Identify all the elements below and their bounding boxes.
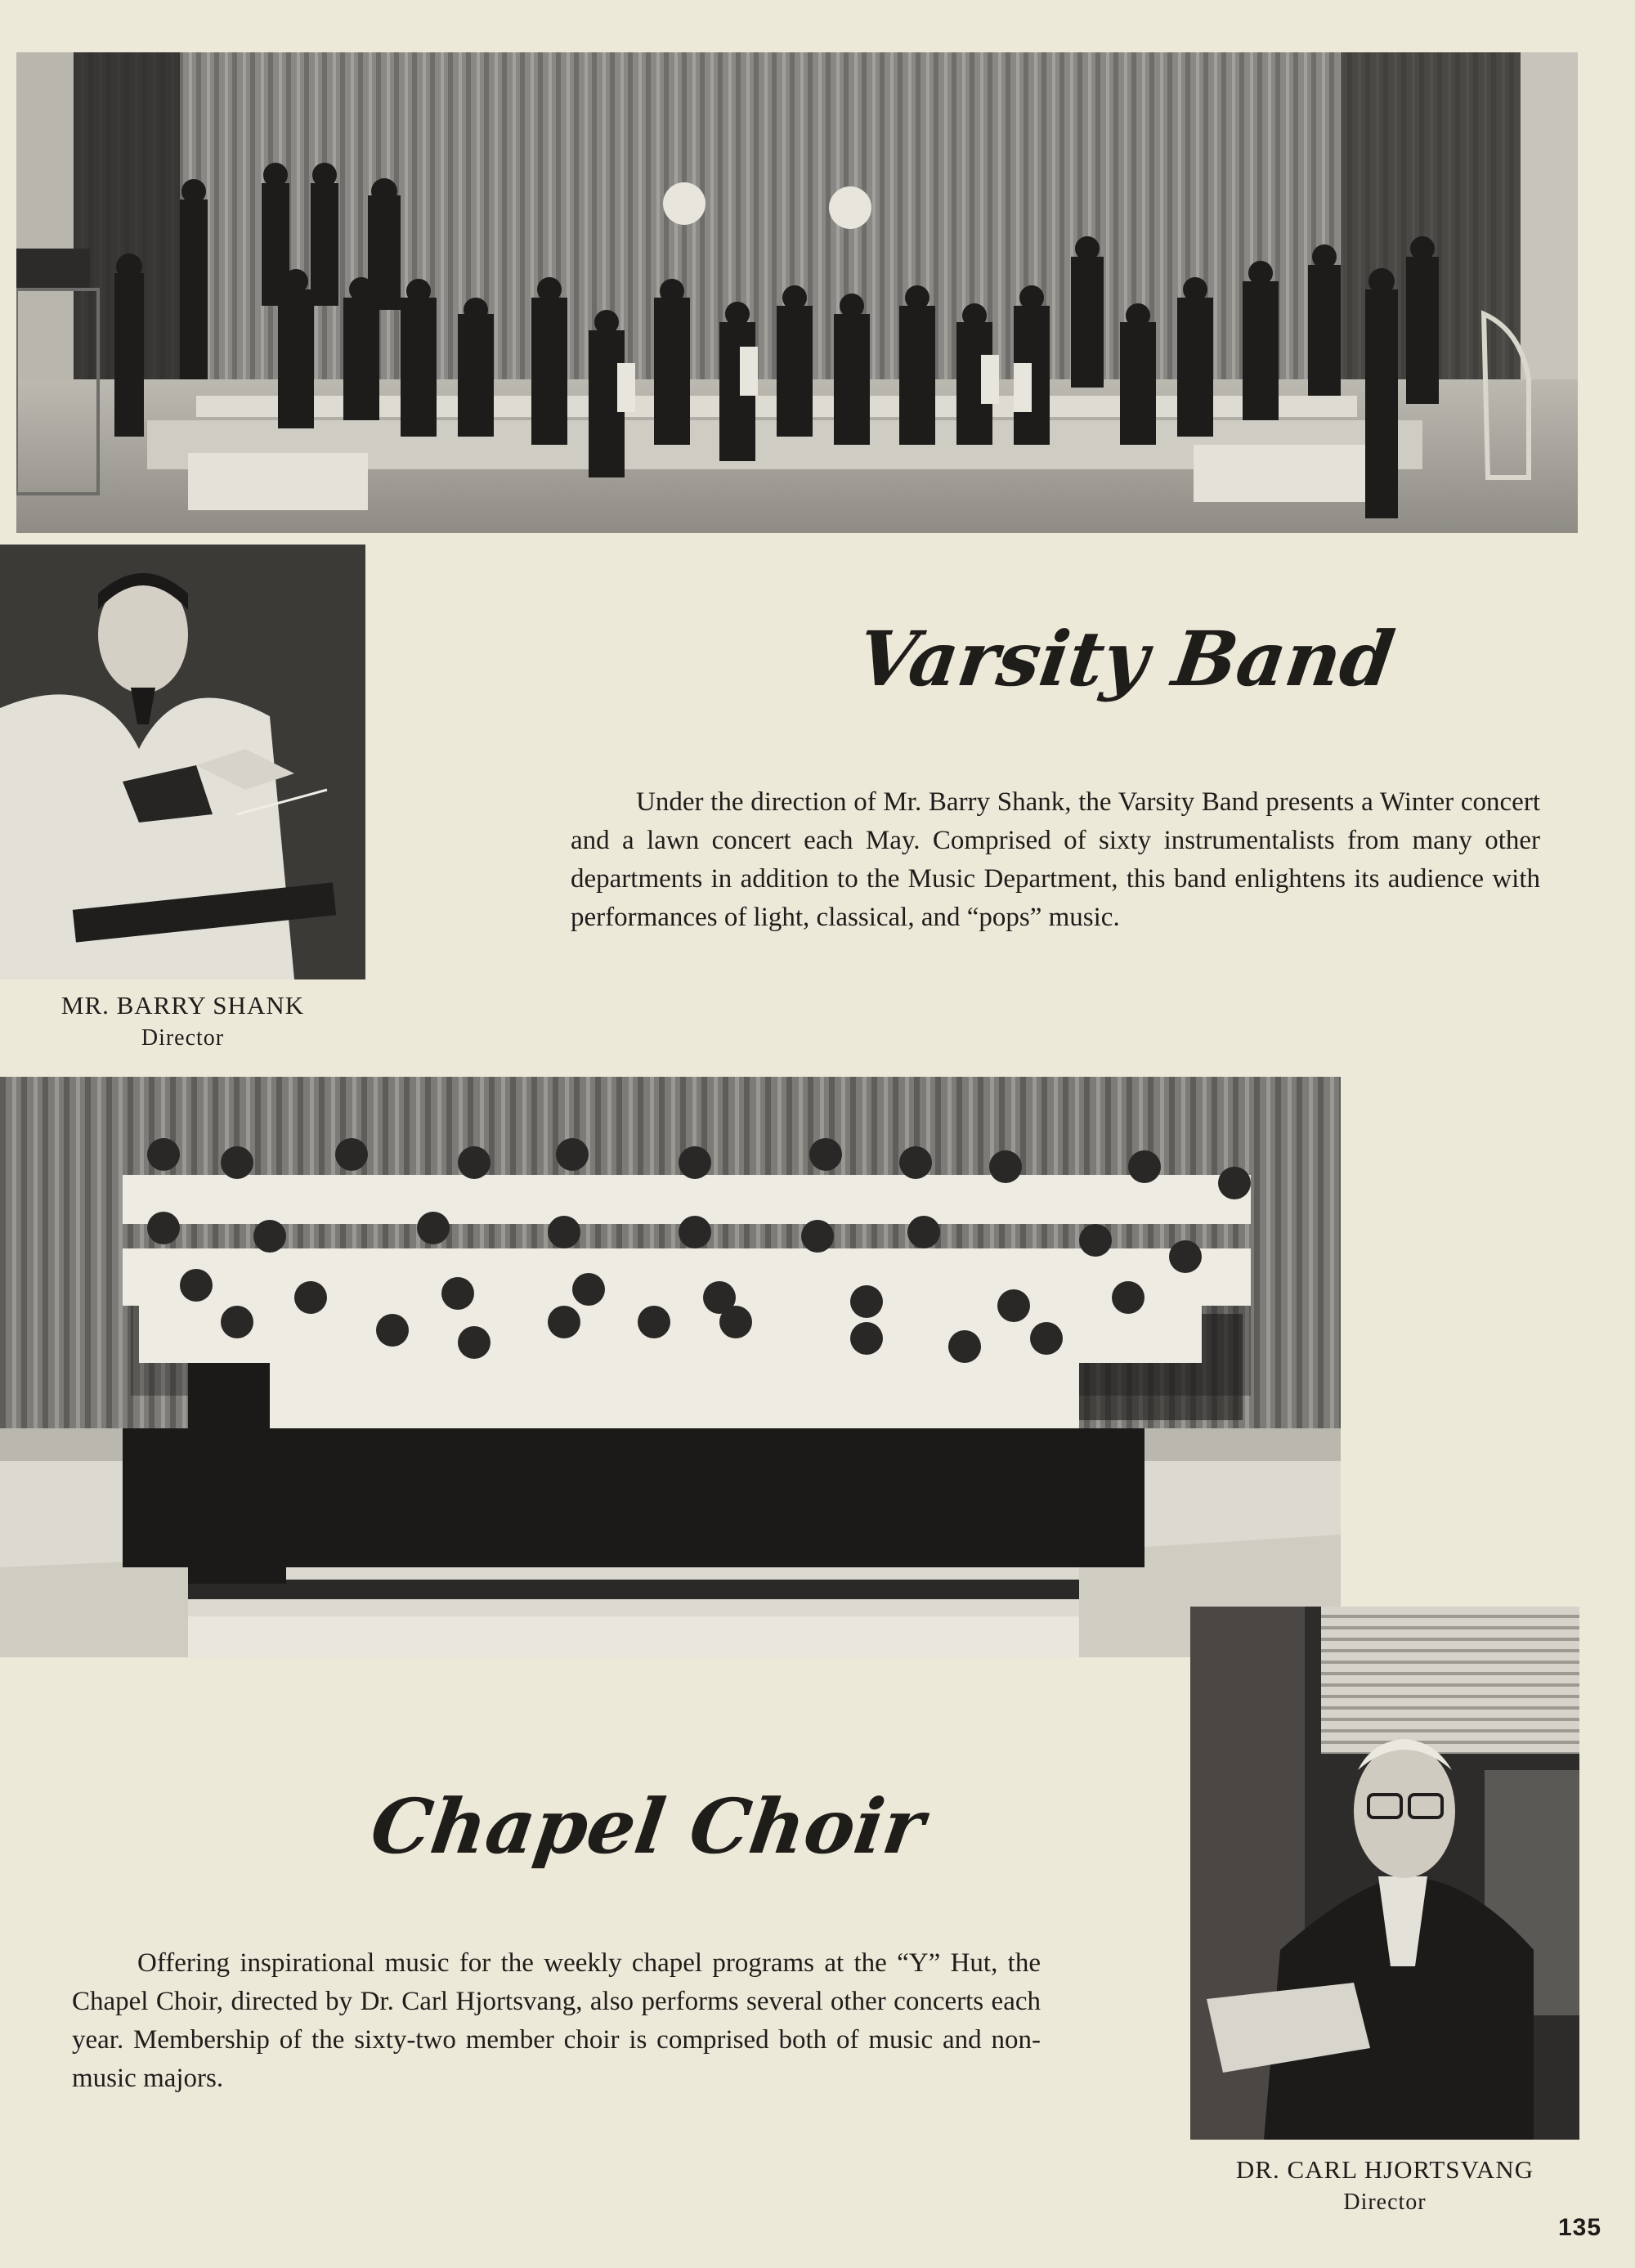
varsity-band-title: Varsity Band <box>852 615 1400 703</box>
chapel-choir-title: Chapel Choir <box>365 1782 930 1871</box>
varsity-band-photo <box>16 52 1578 533</box>
barry-shank-portrait <box>0 545 365 979</box>
varsity-band-description: Under the direction of Mr. Barry Shank, the Varsity Band presents a Winter concert and a lawn concert each May. Comprised of sixty instrumentalists from many other departments in addition to the Music Department, this band enlightens its audience with performances of light, classical, and “pops” music. <box>571 787 1540 932</box>
barry-shank-name: MR. BARRY SHANK <box>60 991 305 1020</box>
carl-hjortsvang-name: DR. CARL HJORTSVANG <box>1235 2155 1534 2184</box>
barry-shank-role: Director <box>141 1025 225 1051</box>
carl-hjortsvang-role: Director <box>1343 2190 1427 2215</box>
page-number: 135 <box>1558 2214 1602 2241</box>
carl-hjortsvang-portrait <box>1190 1607 1579 2140</box>
chapel-choir-description: Offering inspirational music for the weekly chapel programs at the “Y” Hut, the Chapel Choir, directed by Dr. Carl Hjortsvang, also performs several other concerts each year. Membership of the sixty-two member choir is comprised both of music and non-music majors. <box>72 1948 1041 2093</box>
chapel-choir-photo <box>0 1077 1341 1657</box>
